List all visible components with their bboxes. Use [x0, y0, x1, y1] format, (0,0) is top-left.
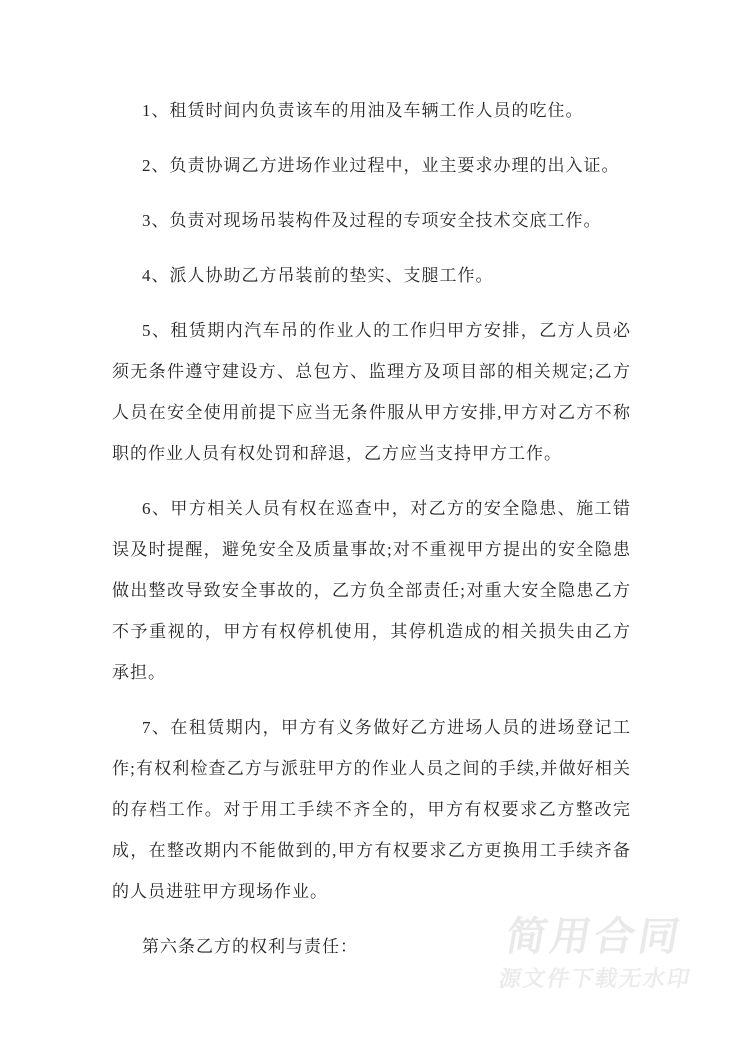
clause-6: 6、甲方相关人员有权在巡查中，对乙方的安全隐患、施工错误及时提醒，避免安全及质量事故;对不重视甲方提出的安全隐患做出整改导致安全事故的，乙方负全部责任;对重大安全隐患乙方不予重视的，甲方有权停机使用，其停机造成的相关损失由乙方承担。: [112, 499, 631, 682]
clause-3: 3、负责对现场吊装构件及过程的专项安全技术交底工作。: [142, 211, 602, 230]
clause-2: 2、负责协调乙方进场作业过程中，业主要求办理的出入证。: [142, 156, 620, 175]
clause-1: 1、租赁时间内负责该车的用油及车辆工作人员的吃住。: [142, 101, 584, 120]
document-body: [112, 90, 631, 967]
section-6-heading: 第六条乙方的权利与责任：: [142, 937, 358, 956]
clause-7: 7、在租赁期内，甲方有义务做好乙方进场人员的进场登记工作;有权利检查乙方与派驻甲方的作业人员之间的手续,并做好相关的存档工作。对于用工手续不齐全的，甲方有权要求乙方整改完成，在整改期内不能做到的,甲方有权要求乙方更换用工手续齐备的人员进驻甲方现场作业。: [112, 718, 631, 901]
watermark-subtitle: 源文件下载无水印: [497, 966, 694, 991]
watermark-title: 简用合同: [502, 915, 687, 959]
clause-4: 4、派人协助乙方吊装前的垫实、支腿工作。: [142, 266, 494, 285]
clause-5: 5、租赁期内汽车吊的作业人的工作归甲方安排，乙方人员必须无条件遵守建设方、总包方、监理方及项目部的相关规定;乙方人员在安全使用前提下应当无条件服从甲方安排,甲方对乙方不称职的作业人员有权处罚和辞退，乙方应当支持甲方工作。: [112, 321, 631, 463]
